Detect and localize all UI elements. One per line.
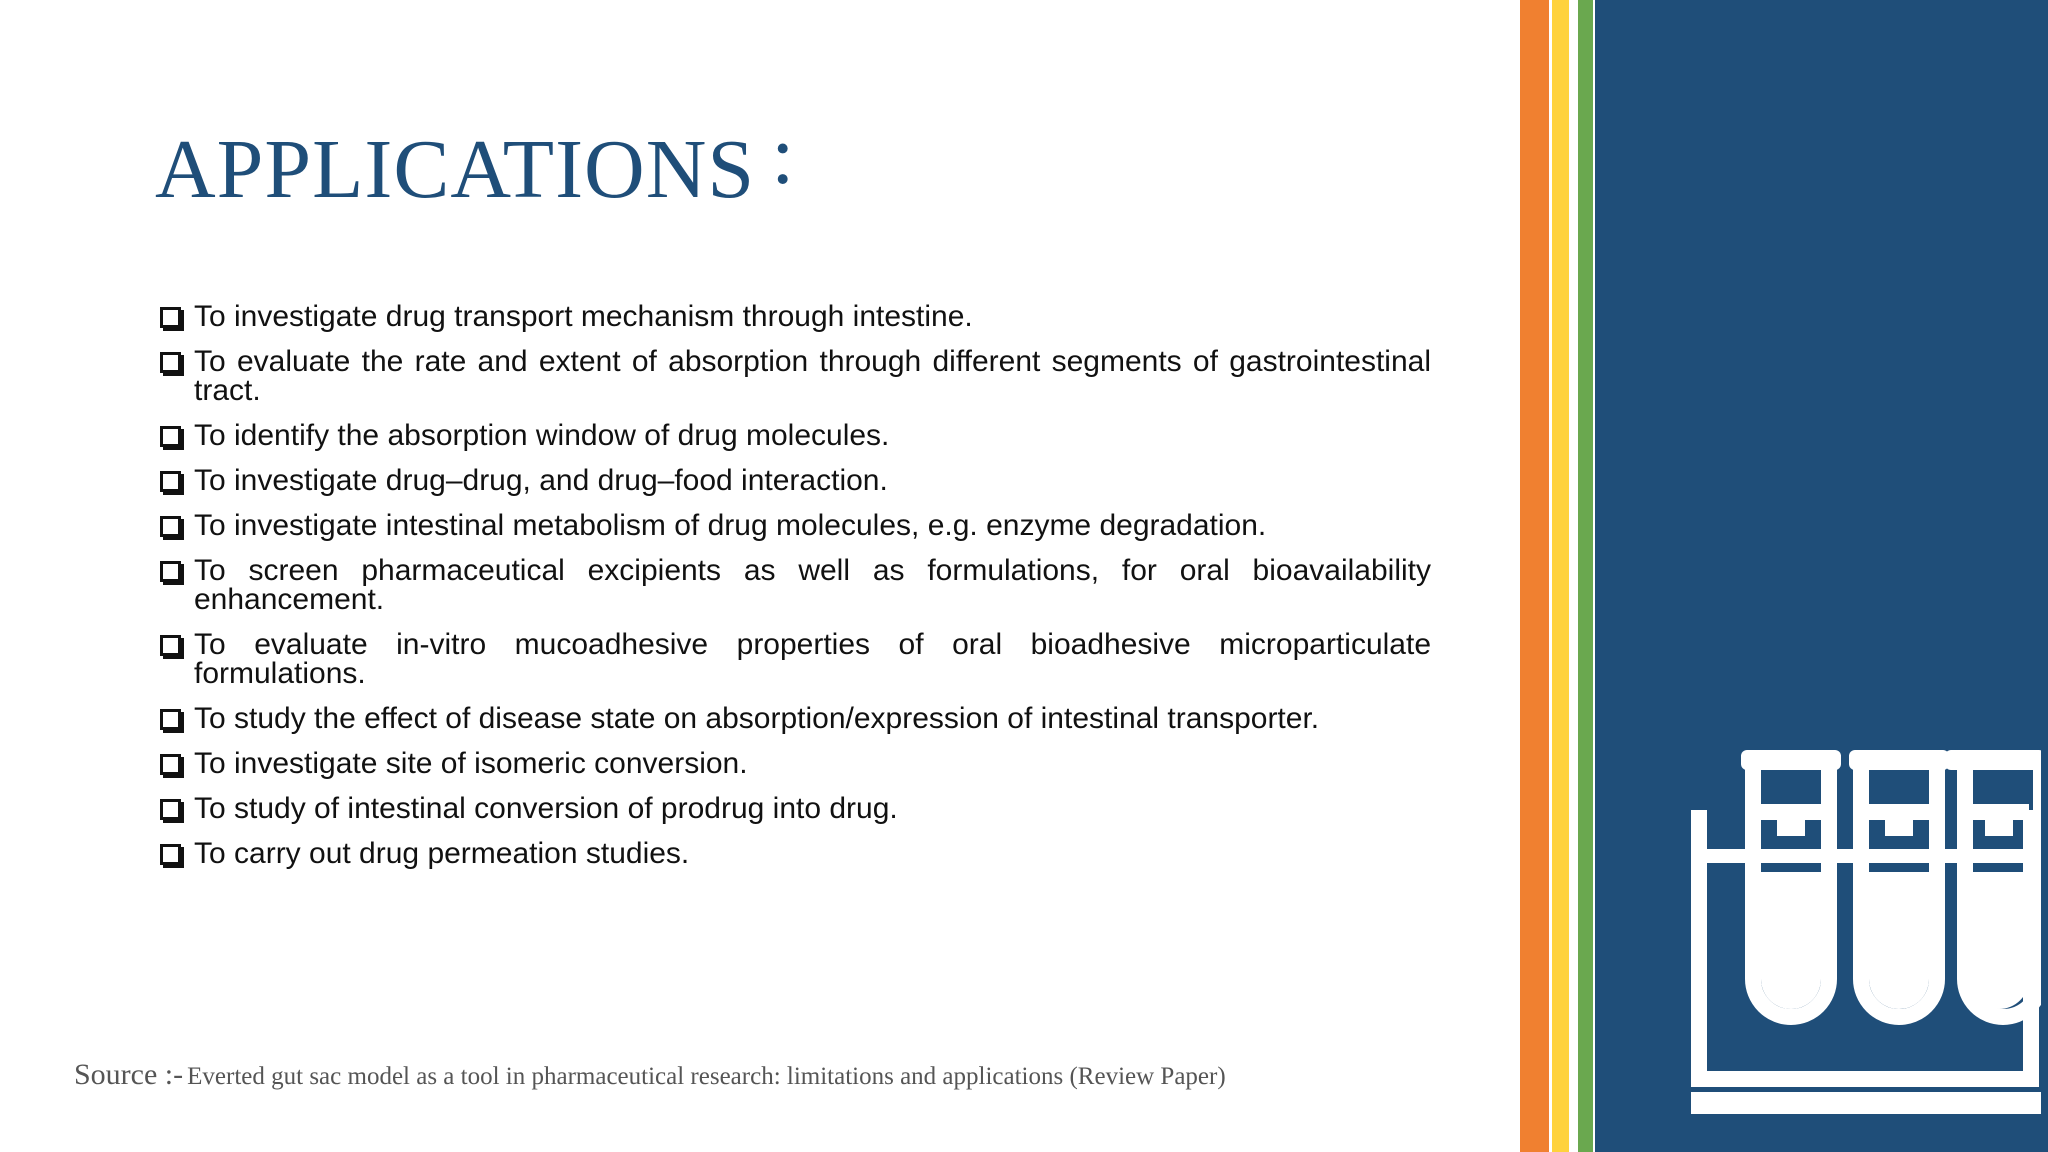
orange-stripe: [1520, 0, 1549, 1152]
list-item: [158, 347, 1431, 405]
list-item: [158, 466, 1431, 495]
checkbox-bullet-icon: [160, 516, 181, 537]
checkbox-bullet-icon: [160, 799, 181, 820]
list-item-text: To investigate site of isomeric conversion.: [194, 747, 748, 780]
source-text: Everted gut sac model as a tool in pharmaceutical research: limitations and applications (Review Paper): [187, 1063, 1226, 1090]
list-item-text: To investigate intestinal metabolism of drug molecules, e.g. enzyme degradation.: [194, 509, 1267, 542]
test-tube-rack-icon: [1681, 744, 2041, 1124]
list-item: [158, 302, 1431, 331]
list-item-text: To screen pharmaceutical excipients as well as formulations, for oral bioavailability enhancement.: [194, 554, 1431, 616]
list-item: [158, 749, 1431, 778]
list-item-text: To identify the absorption window of drug molecules.: [194, 419, 890, 452]
list-item-text: To carry out drug permeation studies.: [194, 837, 690, 870]
decorative-side-bar: [1520, 0, 2048, 1152]
slide-title: [155, 109, 796, 220]
list-item: [158, 630, 1431, 688]
list-item: [158, 511, 1431, 540]
list-item-text: To study the effect of disease state on absorption/expression of intestinal transporter.: [194, 702, 1320, 735]
list-item: [158, 421, 1431, 450]
checkbox-bullet-icon: [160, 471, 181, 492]
checkbox-bullet-icon: [160, 307, 181, 328]
blue-side-panel: [1595, 0, 2048, 1152]
list-item-text: To investigate drug transport mechanism through intestine.: [194, 300, 973, 333]
applications-list: [158, 302, 1431, 884]
list-item: [158, 704, 1431, 733]
checkbox-bullet-icon: [160, 635, 181, 656]
list-item-text: To investigate drug–drug, and drug–food interaction.: [194, 464, 888, 497]
checkbox-bullet-icon: [160, 844, 181, 865]
list-item-text: To evaluate the rate and extent of absorption through different segments of gastrointestinal tract.: [194, 345, 1431, 407]
source-label: Source :-: [74, 1058, 184, 1091]
list-item-text: To evaluate in-vitro mucoadhesive properties of oral bioadhesive microparticulate formulations.: [194, 628, 1431, 690]
checkbox-bullet-icon: [160, 754, 181, 775]
slide-title-colon: :: [771, 109, 796, 202]
checkbox-bullet-icon: [160, 561, 181, 582]
list-item-text: To study of intestinal conversion of prodrug into drug.: [194, 792, 898, 825]
checkbox-bullet-icon: [160, 426, 181, 447]
slide-title-text: APPLICATIONS: [155, 123, 756, 216]
source-citation: [74, 1058, 1434, 1092]
checkbox-bullet-icon: [160, 352, 181, 373]
green-stripe: [1578, 0, 1593, 1152]
checkbox-bullet-icon: [160, 709, 181, 730]
white-gap: [1569, 0, 1578, 1152]
list-item: [158, 556, 1431, 614]
yellow-stripe: [1552, 0, 1569, 1152]
list-item: [158, 839, 1431, 868]
list-item: [158, 794, 1431, 823]
